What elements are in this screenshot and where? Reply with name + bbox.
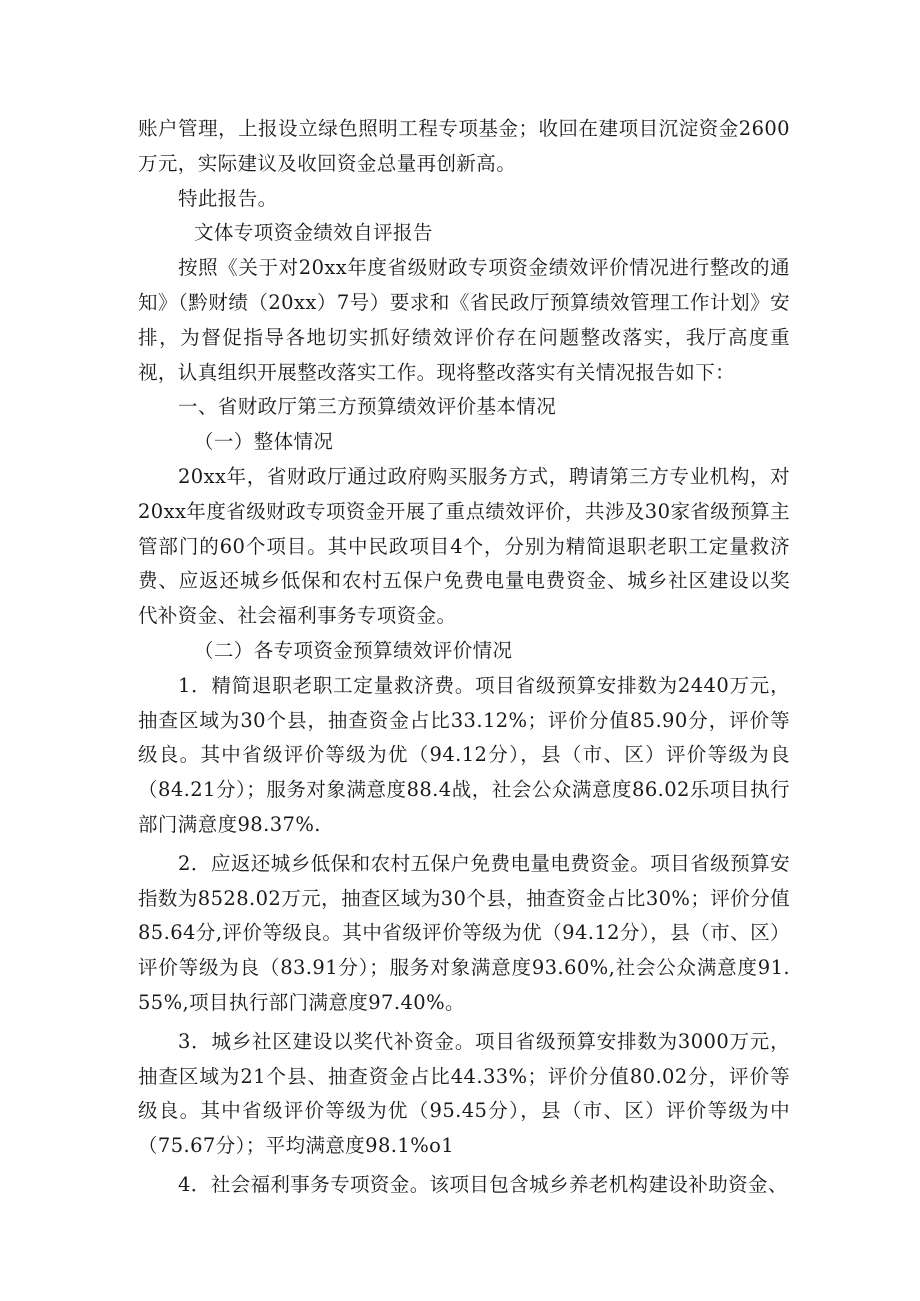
- document-body: [138, 112, 790, 1203]
- item-paragraph-1: 1．精简退职老职工定量救济费。项目省级预算安排数为2440万元，抽查区域为30个县，抽查资金占比33.12%；评价分值85.90分，评价等级良。其中省级评价等级为优（94.12分），县（市、区）评价等级为良（84.21分）；服务对象满意度88.4战，社会公众满意度86.02乐项目执行部门满意度98.37%.: [138, 673, 790, 836]
- intro-paragraph: 按照《关于对20xx年度省级财政专项资金绩效评价情况进行整改的通知》（黔财绩（20xx）7号）要求和《省民政厅预算绩效管理工作计划》安排，为督促指导各地切实抓好绩效评价存在问题整改落实，我厅高度重视，认真组织开展整改落实工作。现将整改落实有关情况报告如下：: [138, 256, 790, 384]
- item-paragraph-2: 2．应返还城乡低保和农村五保户免费电量电费资金。项目省级预算安指数为8528.02万元，抽查区域为30个县，抽查资金占比30%；评价分值85.64分,评价等级良。其中省级评价等级为优（94.12分），县（市、区）评价等级为良（83.91分）；服务对象满意度93.60%,社会公众满意度91.55%,项目执行部门满意度97.40%。: [138, 851, 790, 1014]
- closing-remark: 特此报告。: [178, 186, 278, 210]
- section-heading-1: 一、省财政厅第三方预算绩效评价基本情况: [178, 395, 557, 419]
- subsection-heading-2: （二）各专项资金预算绩效评价情况: [194, 638, 513, 662]
- item-paragraph-4: 4．社会福利事务专项资金。该项目包含城乡养老机构建设补助资金、: [178, 1172, 788, 1196]
- subsection-heading-1: （一）整体情况: [194, 430, 334, 454]
- overview-paragraph: 20xx年，省财政厅通过政府购买服务方式，聘请第三方专业机构，对20xx年度省级财政专项资金开展了重点绩效评价，共涉及30家省级预算主管部门的60个项目。其中民政项目4个，分别为精简退职老职工定量救济费、应返还城乡低保和农村五保户免费电量电费资金、城乡社区建设以奖代补资金、社会福利事务专项资金。: [138, 464, 790, 628]
- report-title: 文体专项资金绩效自评报告: [194, 221, 433, 245]
- paragraph-continuation: 账户管理，上报设立绿色照明工程专项基金；收回在建项目沉淀资金2600万元，实际建议及收回资金总量再创新高。: [138, 117, 790, 175]
- item-paragraph-3: 3．城乡社区建设以奖代补资金。项目省级预算安排数为3000万元，抽查区域为21个县、抽查资金占比44.33%；评价分值80.02分，评价等级良。其中省级评价等级为优（95.45分），县（市、区）评价等级为中（75.67分）；平均满意度98.1%o1: [138, 1029, 790, 1158]
